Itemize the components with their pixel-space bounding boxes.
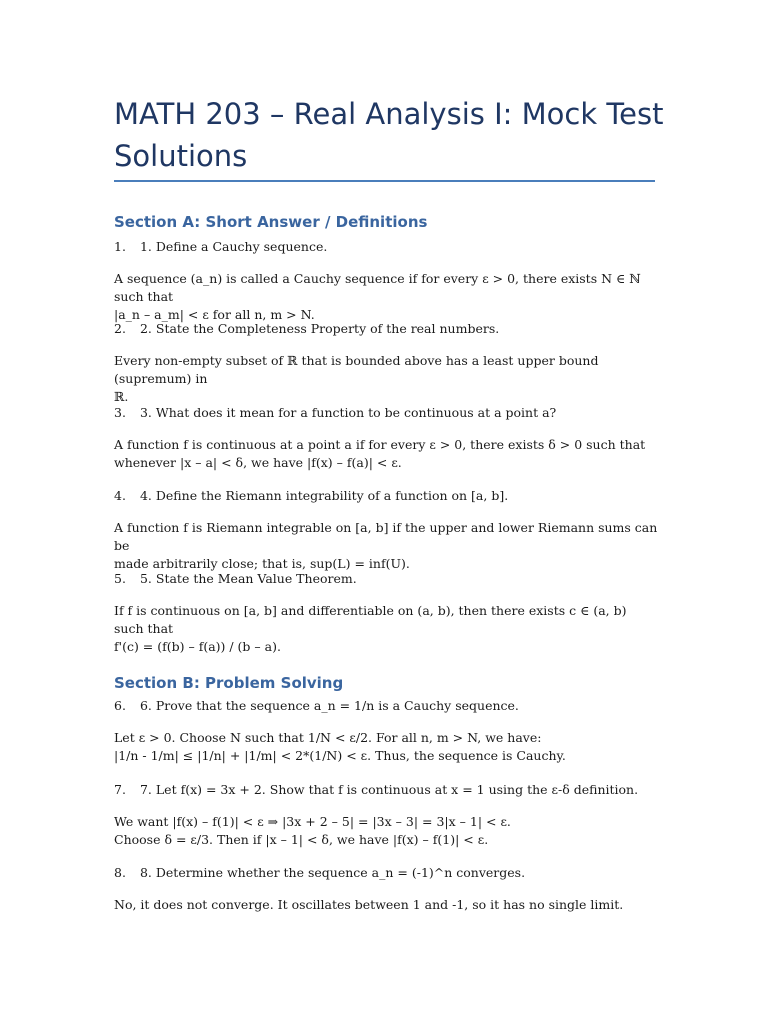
answer-2 bbox=[114, 352, 659, 406]
answer-7 bbox=[114, 813, 659, 849]
question-text: 1. Define a Cauchy sequence. bbox=[139, 239, 328, 254]
question-number: 6. bbox=[114, 698, 126, 713]
section-b-heading: Section B: Problem Solving bbox=[114, 674, 344, 692]
question-7 bbox=[114, 781, 659, 799]
question-8 bbox=[114, 864, 659, 882]
question-4 bbox=[114, 487, 659, 505]
question-number: 4. bbox=[114, 488, 126, 503]
answer-line: made arbitrarily close; that is, sup(L) = inf(U). bbox=[114, 556, 410, 571]
title-divider bbox=[114, 180, 655, 182]
answer-3 bbox=[114, 436, 659, 472]
question-number: 2. bbox=[114, 321, 126, 336]
question-5 bbox=[114, 570, 659, 588]
answer-line: A function f is continuous at a point a if for every ε > 0, there exists δ > 0 such that bbox=[114, 437, 646, 452]
answer-line: Choose δ = ε/3. Then if |x – 1| < δ, we have |f(x) – f(1)| < ε. bbox=[114, 832, 489, 847]
question-number: 7. bbox=[114, 782, 126, 797]
answer-5 bbox=[114, 602, 659, 656]
page-title: MATH 203 – Real Analysis I: Mock Test Solutions bbox=[114, 97, 664, 173]
question-3 bbox=[114, 404, 659, 422]
answer-line: If f is continuous on [a, b] and differentiable on (a, b), then there exists c ∈ (a, b) such that bbox=[114, 603, 627, 636]
answer-line: |1/n - 1/m| ≤ |1/n| + |1/m| < 2*(1/N) < ε. Thus, the sequence is Cauchy. bbox=[114, 748, 566, 763]
question-6 bbox=[114, 697, 659, 715]
section-a-heading: Section A: Short Answer / Definitions bbox=[114, 213, 428, 231]
question-text: 3. What does it mean for a function to be continuous at a point a? bbox=[139, 405, 557, 420]
answer-line: No, it does not converge. It oscillates between 1 and -1, so it has no single limit. bbox=[114, 897, 624, 912]
answer-line: A function f is Riemann integrable on [a, b] if the upper and lower Riemann sums can be bbox=[114, 520, 658, 553]
answer-line: A sequence (a_n) is called a Cauchy sequence if for every ε > 0, there exists N ∈ ℕ such that bbox=[114, 271, 641, 304]
answer-line: Every non-empty subset of ℝ that is bounded above has a least upper bound (supremum) in bbox=[114, 353, 599, 386]
question-1 bbox=[114, 238, 659, 256]
answer-line: whenever |x – a| < δ, we have |f(x) – f(a)| < ε. bbox=[114, 455, 402, 470]
question-text: 6. Prove that the sequence a_n = 1/n is a Cauchy sequence. bbox=[139, 698, 519, 713]
answer-4 bbox=[114, 519, 659, 573]
question-number: 3. bbox=[114, 405, 126, 420]
question-text: 4. Define the Riemann integrability of a function on [a, b]. bbox=[139, 488, 509, 503]
question-number: 8. bbox=[114, 865, 126, 880]
question-text: 8. Determine whether the sequence a_n = (-1)^n converges. bbox=[139, 865, 526, 880]
question-text: 7. Let f(x) = 3x + 2. Show that f is continuous at x = 1 using the ε-δ definition. bbox=[139, 782, 639, 797]
answer-line: |a_n – a_m| < ε for all n, m > N. bbox=[114, 307, 315, 322]
question-2 bbox=[114, 320, 659, 338]
question-text: 5. State the Mean Value Theorem. bbox=[139, 571, 357, 586]
answer-line: We want |f(x) – f(1)| < ε ⇒ |3x + 2 – 5| = |3x – 3| = 3|x – 1| < ε. bbox=[114, 814, 511, 829]
answer-line: Let ε > 0. Choose N such that 1/N < ε/2. For all n, m > N, we have: bbox=[114, 730, 542, 745]
answer-line: ℝ. bbox=[114, 389, 129, 404]
question-number: 1. bbox=[114, 239, 126, 254]
question-number: 5. bbox=[114, 571, 126, 586]
answer-8 bbox=[114, 896, 659, 914]
answer-6 bbox=[114, 729, 659, 765]
answer-1 bbox=[114, 270, 659, 324]
answer-line: f'(c) = (f(b) – f(a)) / (b – a). bbox=[114, 639, 281, 654]
question-text: 2. State the Completeness Property of the real numbers. bbox=[139, 321, 500, 336]
